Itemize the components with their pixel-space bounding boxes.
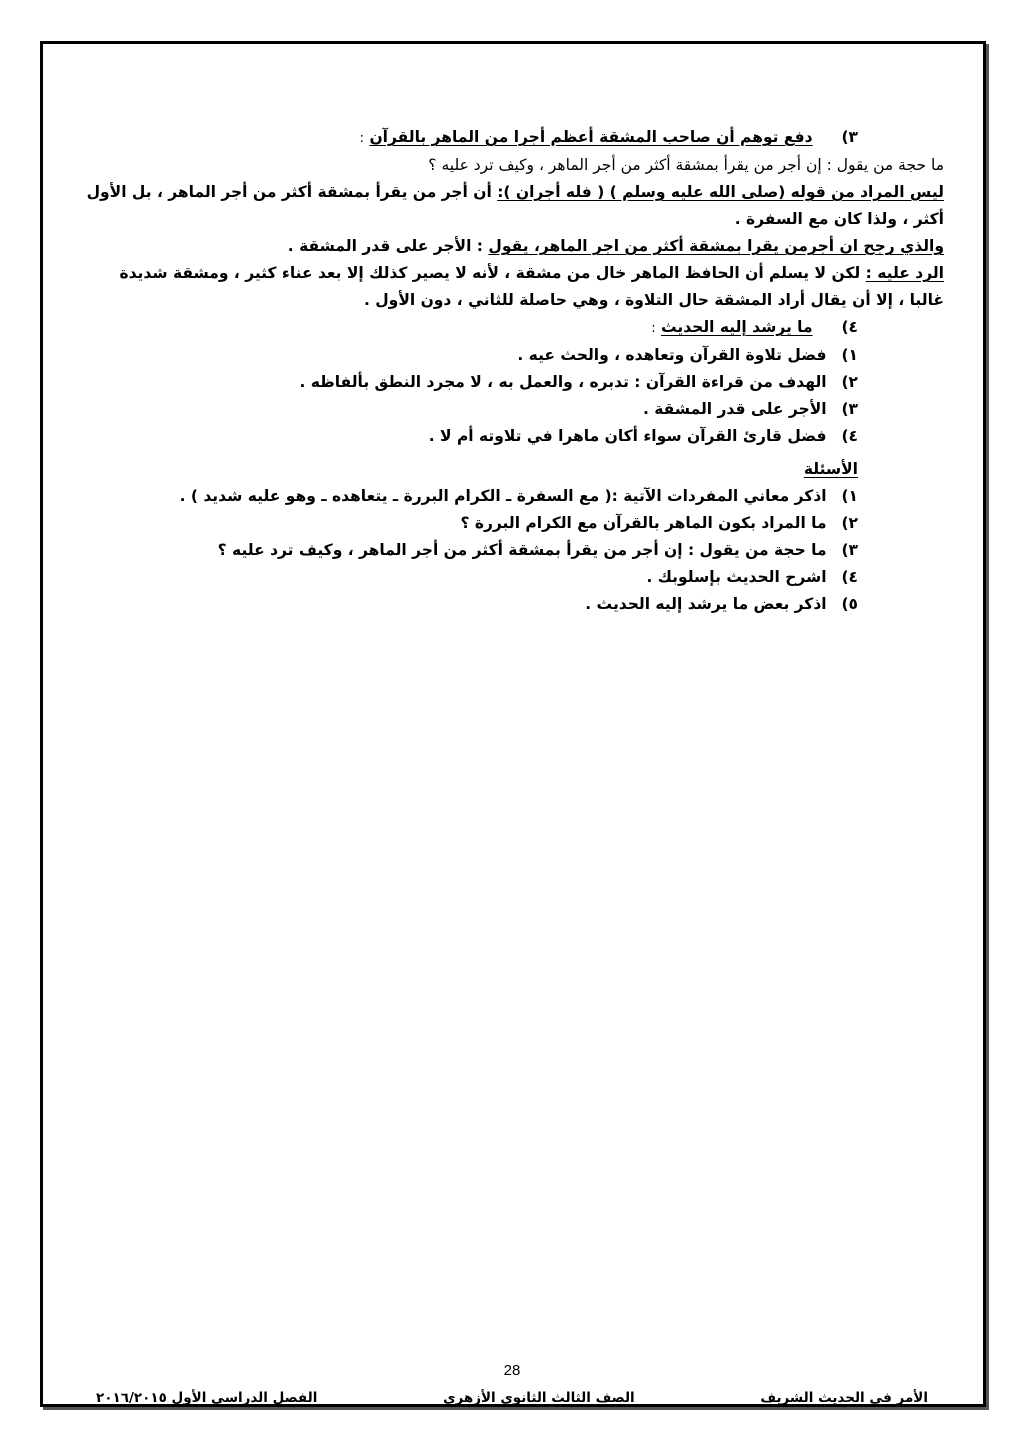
list-item-number: ٢) bbox=[841, 373, 858, 391]
question-item bbox=[80, 510, 858, 537]
question-number: ٤) bbox=[841, 568, 858, 586]
list-item bbox=[80, 369, 858, 396]
question-text: اذكر معاني المفردات الآتية :( مع السفرة ـ الكرام البررة ـ يتعاهده ـ وهو عليه شديد ) . bbox=[179, 487, 827, 505]
section3-preferred bbox=[80, 233, 944, 260]
question-number: ٢) bbox=[841, 514, 858, 532]
document-body bbox=[80, 124, 944, 618]
section4-heading bbox=[80, 314, 944, 342]
reply-label: الرد عليه : bbox=[865, 264, 944, 282]
list-item-number: ٤) bbox=[841, 427, 858, 445]
question-item bbox=[80, 537, 858, 564]
section3-number: ٣) bbox=[841, 128, 858, 146]
list-item bbox=[80, 396, 858, 423]
section3-answer bbox=[80, 179, 944, 206]
list-item bbox=[80, 423, 858, 450]
page-footer bbox=[96, 1390, 928, 1406]
question-number: ٣) bbox=[841, 541, 858, 559]
section4-title: ما يرشد إليه الحديث bbox=[660, 318, 813, 336]
section3-answer-line2: أكثر ، ولذا كان مع السفرة . bbox=[734, 210, 944, 228]
section3-title: دفع توهم أن صاحب المشقة أعظم أجرا من الماهر بالقرآن bbox=[369, 128, 813, 146]
section4-colon: : bbox=[651, 321, 656, 336]
list-item bbox=[80, 342, 858, 369]
reply-text: لكن لا يسلم أن الحافظ الماهر خال من مشقة ، لأنه لا يصير كذلك إلا بعد عناء كثير ، ومشقة شديدة bbox=[119, 264, 866, 282]
question-number: ١) bbox=[841, 487, 858, 505]
list-item-number: ٣) bbox=[841, 400, 858, 418]
footer-grade: الصف الثالث الثانوي الأزهري bbox=[443, 1390, 635, 1406]
preferred-text: : الأجر على قدر المشقة . bbox=[287, 237, 484, 255]
footer-subject: الأمر في الحديث الشريف bbox=[760, 1390, 928, 1406]
answer-text: أن أجر من يقرأ بمشقة أكثر من أجر الماهر ، بل الأول bbox=[86, 183, 498, 201]
list-item-text: الأجر على قدر المشقة . bbox=[642, 400, 827, 418]
question-text: اشرح الحديث بإسلوبك . bbox=[646, 568, 827, 586]
section3-reply bbox=[80, 260, 944, 287]
footer-term: الفصل الدراسي الأول ٢٠١٦/٢٠١٥ bbox=[96, 1390, 318, 1406]
answer-label: ليس المراد من قوله (صلى الله عليه وسلم ) ( فله أجران ): bbox=[497, 183, 944, 201]
question-item bbox=[80, 591, 858, 618]
list-item-text: فضل قارئ القرآن سواء أكان ماهرا في تلاوته أم لا . bbox=[428, 427, 827, 445]
question-item bbox=[80, 564, 858, 591]
section3-heading bbox=[80, 124, 944, 152]
list-item-number: ١) bbox=[841, 346, 858, 364]
questions-title: الأسئلة bbox=[803, 460, 858, 478]
list-item-text: الهدف من قراءة القرآن : تدبره ، والعمل به ، لا مجرد النطق بألفاظه . bbox=[299, 373, 827, 391]
question-text: ما المراد بكون الماهر بالقرآن مع الكرام البررة ؟ bbox=[460, 514, 827, 532]
page-number: 28 bbox=[503, 1362, 521, 1379]
list-item-text: فضل تلاوة القرآن وتعاهده ، والحث عيه . bbox=[517, 346, 827, 364]
section4-number: ٤) bbox=[841, 318, 858, 336]
section4-list bbox=[80, 342, 944, 450]
questions-list bbox=[80, 483, 944, 618]
section3-question: ما حجة من يقول : إن أجر من يقرأ بمشقة أكثر من أجر الماهر ، وكيف ترد عليه ؟ bbox=[428, 156, 944, 174]
question-text: ما حجة من يقول : إن أجر من يقرأ بمشقة أكثر من أجر الماهر ، وكيف ترد عليه ؟ bbox=[217, 541, 827, 559]
section3-colon: : bbox=[359, 131, 365, 146]
preferred-label: والذي رجح ان أجرمن يقرا بمشقة أكثر من اجر الماهر، يقول bbox=[488, 237, 944, 255]
question-text: اذكر بعض ما يرشد إليه الحديث . bbox=[585, 595, 827, 613]
section3-reply-line2: غالبا ، إلا أن يقال أراد المشقة حال التلاوة ، وهي حاصلة للثاني ، دون الأول . bbox=[363, 291, 944, 309]
question-number: ٥) bbox=[841, 595, 858, 613]
question-item bbox=[80, 483, 858, 510]
